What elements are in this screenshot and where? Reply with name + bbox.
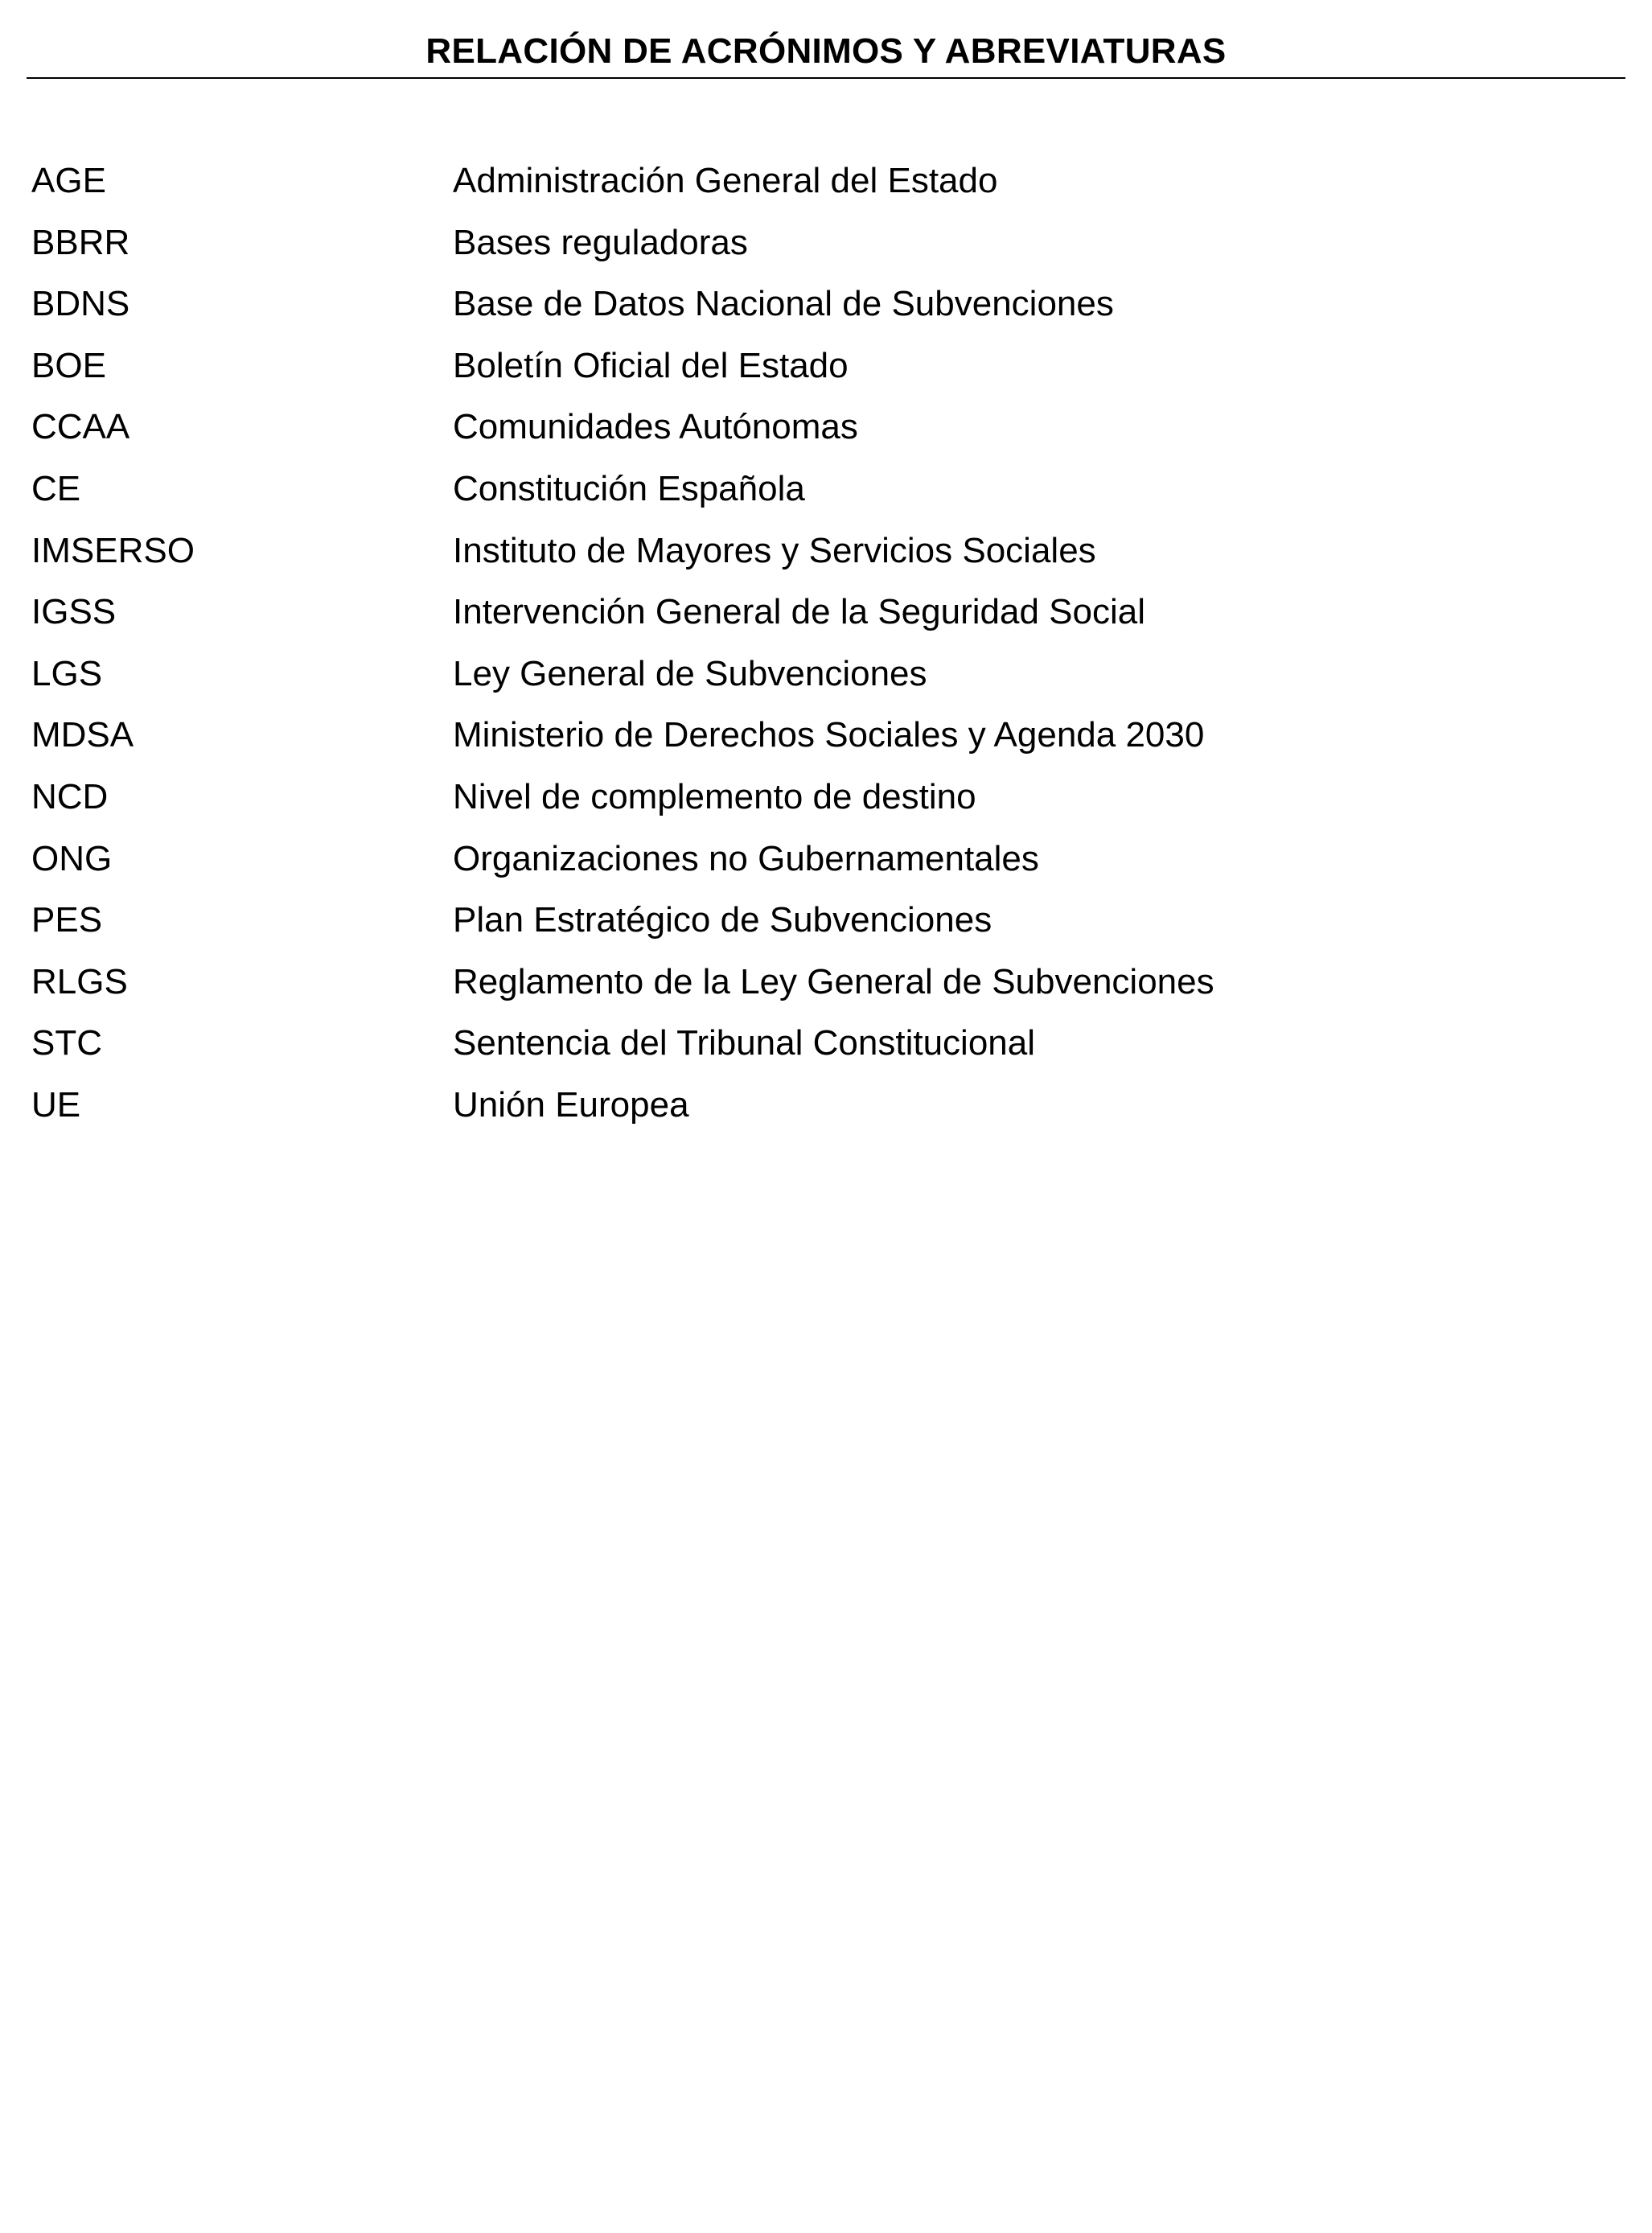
page-title: RELACIÓN DE ACRÓNIMOS Y ABREVIATURAS: [425, 31, 1227, 71]
acronym-abbr: UE: [31, 1084, 81, 1125]
acronym-abbr: MDSA: [31, 715, 134, 755]
acronym-row: [31, 527, 1608, 589]
acronym-abbr: BDNS: [31, 284, 130, 324]
acronym-abbr: PES: [31, 900, 103, 940]
acronym-meaning: Reglamento de la Ley General de Subvenciones: [453, 961, 1214, 1001]
acronym-abbr: CE: [31, 468, 81, 508]
acronym-abbr: AGE: [31, 161, 106, 200]
title-divider: [27, 77, 1625, 79]
acronym-row: [31, 958, 1608, 1020]
acronym-meaning: Base de Datos Nacional de Subvenciones: [453, 284, 1114, 324]
acronym-meaning: Intervención General de la Seguridad Social: [453, 592, 1145, 632]
acronym-abbr: ONG: [31, 838, 113, 878]
acronym-meaning: Plan Estratégico de Subvenciones: [453, 900, 992, 940]
acronym-meaning: Sentencia del Tribunal Constitucional: [453, 1023, 1036, 1063]
acronym-row: [31, 342, 1608, 404]
acronym-row: [31, 1081, 1608, 1143]
acronym-meaning: Organizaciones no Gubernamentales: [453, 838, 1039, 878]
acronym-row: [31, 711, 1608, 773]
acronym-row: [31, 1019, 1608, 1081]
acronym-row: [31, 835, 1608, 897]
acronym-row: [31, 403, 1608, 465]
acronym-meaning: Instituto de Mayores y Servicios Sociales: [453, 530, 1096, 570]
acronym-abbr: BOE: [31, 345, 106, 385]
acronym-meaning: Bases reguladoras: [453, 222, 748, 262]
acronym-abbr: IMSERSO: [31, 530, 195, 570]
acronym-meaning: Ley General de Subvenciones: [453, 653, 927, 693]
acronym-row: [31, 896, 1608, 958]
acronym-row: [31, 157, 1608, 219]
acronym-meaning: Nivel de complemento de destino: [453, 776, 976, 816]
acronym-abbr: RLGS: [31, 961, 128, 1001]
acronym-abbr: LGS: [31, 653, 103, 693]
acronym-row: [31, 465, 1608, 527]
acronym-abbr: STC: [31, 1023, 102, 1063]
acronym-row: [31, 280, 1608, 342]
acronym-row: [31, 773, 1608, 835]
acronym-row: [31, 650, 1608, 712]
acronym-meaning: Boletín Oficial del Estado: [453, 345, 849, 385]
acronym-meaning: Administración General del Estado: [453, 161, 998, 200]
acronym-meaning: Ministerio de Derechos Sociales y Agenda 2030: [453, 715, 1205, 755]
acronym-meaning: Comunidades Autónomas: [453, 407, 858, 447]
acronym-row: [31, 219, 1608, 281]
acronym-meaning: Constitución Española: [453, 468, 805, 508]
acronym-abbr: NCD: [31, 776, 109, 816]
acronym-abbr: BBRR: [31, 222, 130, 262]
acronym-meaning: Unión Europea: [453, 1084, 689, 1125]
acronym-row: [31, 588, 1608, 650]
acronym-list: [31, 157, 1608, 1143]
acronym-abbr: IGSS: [31, 592, 117, 632]
acronym-abbr: CCAA: [31, 407, 130, 447]
